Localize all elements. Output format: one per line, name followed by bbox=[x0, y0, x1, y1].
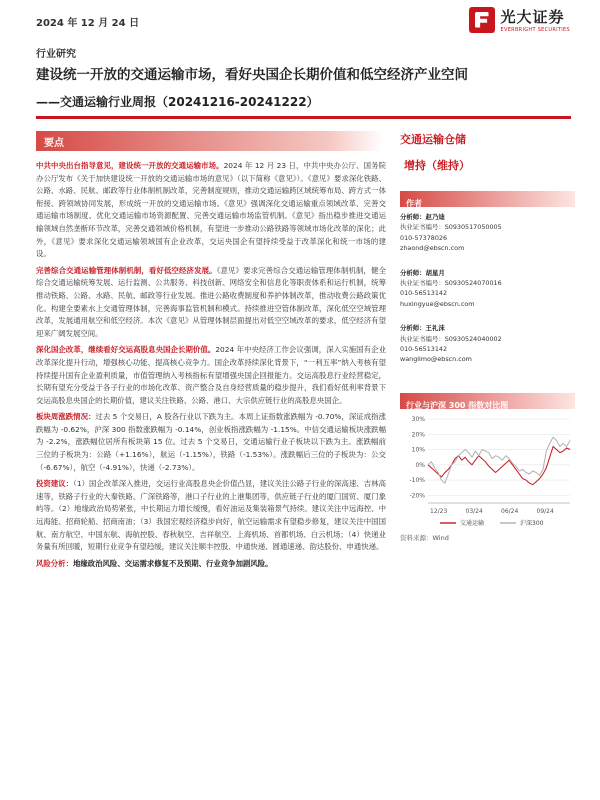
chart-canvas bbox=[400, 411, 575, 531]
legend-label: 交通运输 bbox=[460, 519, 485, 527]
report-title: 建设统一开放的交通运输市场，看好央国企长期价值和低空经济产业空间 bbox=[36, 67, 468, 83]
y-tick-label: -20% bbox=[409, 492, 425, 500]
analyst-phone: 010-56513142 bbox=[400, 345, 448, 354]
paragraph-text: 《意见》要求完善综合交通运输管理体制机制，健全综合交通运输统筹发展、运行监测、公共服务、科技创新、网络安全和信息化等职责体系和运行机制，统筹推动铁路、公路、水路、民航、邮政等行业发展。推进公路收费制度和养护体制改革，推动收费公路政策优化。构建全要素水上交通管理体制，完善海事监管机制和模式。持续推进空管体制改革，深化低空空域管理改革，发展通用航空和低空经济。本次《意见》从管理体制层面提出对低空空域改革的要求，低空经济有望迎来广阔发展空间。 bbox=[36, 265, 386, 338]
report-subtitle: ——交通运输行业周报（20241216-20241222） bbox=[36, 95, 319, 109]
everbright-logo-icon bbox=[469, 7, 495, 33]
x-tick-label: 03/24 bbox=[465, 507, 483, 515]
logo-english: EVERBRIGHT SECURITIES bbox=[500, 27, 570, 33]
analyst-name: 分析师：胡星月 bbox=[400, 268, 445, 277]
analyst-phone: 010-57378026 bbox=[400, 233, 448, 242]
x-tick-label: 06/24 bbox=[501, 507, 519, 515]
summary-body bbox=[36, 160, 386, 574]
analyst-card bbox=[400, 268, 575, 310]
y-tick-label: 10% bbox=[411, 446, 425, 454]
summary-section-header bbox=[36, 131, 383, 151]
summary-paragraph bbox=[36, 344, 386, 407]
analyst-email[interactable]: huxingyue@ebscn.com bbox=[400, 299, 475, 308]
paragraph-lead: 投资建议： bbox=[36, 479, 74, 489]
summary-section-label: 要点 bbox=[44, 138, 64, 149]
analyst-cert: 执业证书编号：S0930524040002 bbox=[400, 334, 502, 343]
paragraph-text: 2024 年 12 月 23 日，中共中央办公厅、国务院办公厅发布《关于加快建设统一开放的交通运输市场的意见》（以下简称《意见》）。《意见》要求深化铁路、公路、水路、民航、邮政等行业体制机制改革，完善制度规则，推动交通运输跨区域统筹布局、跨方式一体衔接、跨领域协同发展，形成统一开放的交通运输市场。《意见》强调深化交通运输重点领域改革、完善交通运输市场制度、优化交通运输市场资源配置、完善交通运输市场监管机制。《意见》指出稳步推进交通运输领域自然垄断环节改革，完善交通领域价格机制，有望进一步推动公路铁路等领域市场化改革的深化；此外，《意见》要求深化交通运输领域国有企业改革，交运央国企有望持续受益于改革深化和统一市场的建设。 bbox=[36, 161, 386, 259]
paragraph-text: 2024 年中央经济工作会议强调，深入实施国有企业改革深化提升行动，增强核心功能、提高核心竞争力。国企改革持续深化背景下，“一利五率”纳入考核有望持续提升国有企业盈利质量，市值管理纳入考核指标有望增强央国企回报能力。交运高股息行业经营稳定，长期有望充分受益于各子行业的市场化改革、资产整合及自身经营质量的稳步提升，我们看好低利率背景下交运高股息央国企的长期价值，建议关注铁路、公路、港口、大宗供应链行业的高股息央国企。 bbox=[36, 345, 386, 405]
paragraph-lead: 板块周涨跌情况： bbox=[36, 412, 96, 422]
paragraph-text: 地缘政治风险、交运需求修复不及预期、行业竞争加剧风险。 bbox=[72, 558, 273, 568]
y-tick-label: -10% bbox=[409, 476, 425, 484]
paragraph-text: （1）国企改革深入推进，交运行业高股息央企价值凸显，建议关注公路子行业的深高速、吉林高速等，铁路子行业的大秦铁路、广深铁路等，港口子行业的上港集团等，供应链子行业的厦门国贸、厦门象屿等。（2）地缘政治局势紧张，中长期运力增长缓慢，看好油运及集装箱景气持续。建议关注中远海控、中远海能、招商轮船、招商南油；（3）我国宏观经济稳步向好，航空运输需求有望稳步修复，建议关注中国国航、南方航空、中国东航、海航控股、春秋航空、吉祥航空、上海机场、首都机场、白云机场；（4）快递业务量有所回暖，短期行业竞争有望趋缓，建议关注顺丰控股、中通快递、圆通速递、韵达股份、申通快递。 bbox=[36, 479, 386, 552]
analyst-cert: 执业证书编号：S0930524070016 bbox=[400, 279, 502, 288]
summary-paragraph bbox=[36, 558, 386, 571]
chart-section-label: 行业与沪深 300 指数对比图 bbox=[406, 400, 509, 410]
report-date: 2024 年 12 月 24 日 bbox=[36, 18, 140, 29]
y-tick-label: 30% bbox=[411, 415, 425, 423]
legend-label: 沪深300 bbox=[520, 519, 544, 527]
summary-paragraph bbox=[36, 478, 386, 554]
analyst-card bbox=[400, 212, 575, 254]
analyst-name: 分析师：王礼沫 bbox=[400, 324, 445, 333]
summary-paragraph bbox=[36, 160, 386, 261]
chart-source: 资料来源：Wind bbox=[400, 533, 449, 542]
industry-name: 交通运输仓储 bbox=[400, 133, 466, 146]
index-comparison-chart bbox=[400, 411, 575, 531]
report-category: 行业研究 bbox=[36, 49, 76, 60]
broker-logo bbox=[469, 6, 570, 33]
logo-name: 光大证券 bbox=[500, 8, 565, 26]
paragraph-lead: 中共中央出台指导意见，建设统一开放的交通运输市场。 bbox=[36, 161, 224, 170]
rating-value: 增持（维持） bbox=[404, 159, 470, 172]
y-tick-label: 0% bbox=[415, 461, 425, 469]
x-tick-label: 09/24 bbox=[536, 507, 554, 515]
analyst-cert: 执业证书编号：S0930517050005 bbox=[400, 223, 502, 232]
analyst-email[interactable]: wanglimo@ebscn.com bbox=[400, 355, 472, 364]
series-line-0 bbox=[428, 446, 570, 484]
analyst-name: 分析师：赵乃迪 bbox=[400, 213, 445, 221]
author-section-label: 作者 bbox=[406, 199, 422, 208]
chart-section-header bbox=[400, 393, 575, 409]
paragraph-lead: 完善综合交通运输管理体制机制，看好低空经济发展。 bbox=[36, 265, 217, 275]
paragraph-text: 过去 5 个交易日，A 股各行业以下跌为主。本周上证指数涨跌幅为 -0.70%，深证成指涨跌幅为 -0.62%，沪深 300 指数涨跌幅为 -0.14%，创业板指涨跌幅为 -1.15%。中信交通运输板块涨跌幅为 -2.2%，涨跌幅位居所有板块第 15 位。过去 5 个交易日，交通运输行业子板块以下跌为主。涨跌幅前三位的子板块为：公路（+1.16%），航运（-1.15%），铁路（-1.53%）。涨跌幅后三位的子板块为：公交（-6.67%），航空（-4.91%），快递（-2.73%）。 bbox=[36, 412, 386, 472]
analyst-email[interactable]: zhaond@ebscn.com bbox=[400, 244, 465, 253]
paragraph-lead: 风险分析： bbox=[36, 558, 73, 568]
sidebar bbox=[400, 131, 575, 542]
author-section-header bbox=[400, 191, 575, 207]
paragraph-lead: 深化国企改革，继续看好交运高股息央国企长期价值。 bbox=[36, 345, 216, 355]
analyst-phone: 010-56513142 bbox=[400, 289, 448, 298]
x-tick-label: 12/23 bbox=[430, 507, 448, 515]
title-divider bbox=[36, 116, 571, 119]
analyst-card bbox=[400, 323, 575, 365]
y-tick-label: 20% bbox=[411, 431, 425, 439]
summary-paragraph bbox=[36, 265, 386, 341]
summary-paragraph bbox=[36, 411, 386, 474]
